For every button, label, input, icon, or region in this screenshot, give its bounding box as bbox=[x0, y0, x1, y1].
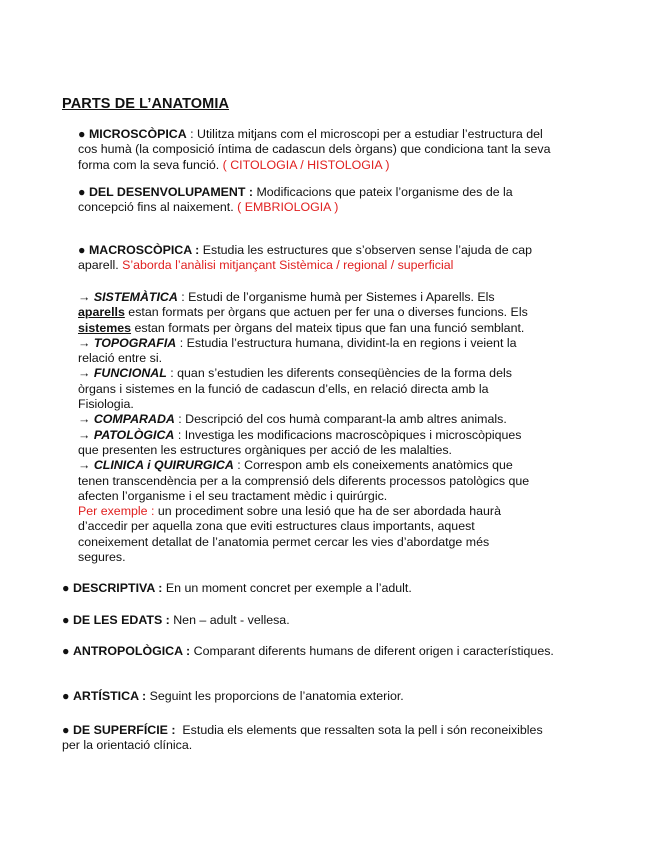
arrow-icon: → bbox=[78, 335, 91, 350]
text: Comparant diferents humans de diferent origen i característiques. bbox=[193, 644, 554, 658]
text: Modificacions que pateix l’organisme des de la bbox=[256, 185, 513, 199]
bullet-icon: ● bbox=[78, 185, 86, 199]
bullet-icon: ● bbox=[78, 243, 86, 257]
arrow-icon: → bbox=[78, 290, 91, 304]
text: relació entre si. bbox=[78, 351, 163, 366]
term-aparells: aparells bbox=[78, 305, 125, 320]
red-note: S’aborda l’anàlisi mitjançant Sistèmica / regional / superficial bbox=[122, 258, 454, 273]
section-macroscopica bbox=[78, 243, 532, 274]
text: : Estudia l’estructura humana, dividint-la en regions i veient la bbox=[179, 335, 517, 350]
text: segures. bbox=[78, 550, 126, 565]
heading-microscopica: MICROSCÒPICA bbox=[88, 127, 187, 141]
text: Seguint les proporcions de l’anatomia exterior. bbox=[149, 689, 404, 703]
heading-comparada: COMPARADA bbox=[93, 412, 175, 427]
section-desenvolupament bbox=[78, 185, 513, 216]
arrow-icon: → bbox=[78, 458, 91, 473]
text: : Descripció del cos humà comparant-la amb altres animals. bbox=[178, 412, 507, 427]
heading-descriptiva: DESCRIPTIVA : bbox=[72, 581, 163, 595]
section-superficie bbox=[62, 723, 543, 754]
subsections bbox=[78, 290, 529, 565]
section-edats bbox=[62, 613, 290, 628]
red-note: ( EMBRIOLOGIA ) bbox=[237, 200, 339, 215]
arrow-icon: → bbox=[78, 427, 91, 442]
bullet-icon: ● bbox=[78, 127, 86, 141]
heading-desenvolupament: DEL DESENVOLUPAMENT : bbox=[88, 185, 254, 199]
arrow-icon: → bbox=[78, 366, 91, 381]
term-sistemes: sistemes bbox=[78, 320, 132, 335]
text: : Correspon amb els coneixements anatòmics que bbox=[237, 458, 513, 473]
text: : quan s’estudien les diferents conseqüències de la forma dels bbox=[170, 366, 512, 381]
heading-sistematica: SISTEMÀTICA bbox=[93, 290, 178, 304]
text: : Investiga les modificacions macroscòpiques i microscòpiques bbox=[177, 427, 522, 442]
text: afecten l’organisme i el seu tractament mèdic i quirúrgic. bbox=[78, 488, 388, 503]
heading-patologica: PATOLÒGICA bbox=[93, 427, 175, 442]
heading-edats: DE LES EDATS : bbox=[72, 613, 170, 627]
bullet-icon: ● bbox=[62, 723, 70, 737]
bullet-icon: ● bbox=[62, 613, 70, 627]
text: per la orientació clínica. bbox=[62, 738, 193, 753]
text: estan formats per òrgans que actuen per fer una o diverses funcions. Els bbox=[128, 305, 528, 320]
heading-artistica: ARTÍSTICA : bbox=[72, 689, 147, 703]
text: estan formats per òrgans del mateix tipus que fan una funció semblant. bbox=[134, 320, 525, 335]
section-antropologica bbox=[62, 644, 554, 659]
text: Estudia les estructures que s’observen sense l’ajuda de cap bbox=[202, 243, 533, 257]
heading-topografia: TOPOGRAFIA bbox=[93, 335, 177, 350]
red-note: ( CITOLOGIA / HISTOLOGIA ) bbox=[222, 157, 390, 172]
page-title: PARTS DE L’ANATOMIA bbox=[62, 96, 230, 112]
heading-superficie: DE SUPERFÍCIE : bbox=[72, 723, 176, 737]
section-artistica bbox=[62, 689, 404, 704]
text: un procediment sobre una lesió que ha de ser abordada haurà bbox=[157, 504, 501, 519]
section-descriptiva bbox=[62, 581, 412, 596]
text: forma com la seva funció. bbox=[78, 157, 220, 172]
bullet-icon: ● bbox=[62, 581, 70, 595]
text: Estudia els elements que ressalten sota la pell i són reconeixibles bbox=[182, 723, 543, 737]
text: : Utilitza mitjans com el microscopi per a estudiar l’estructura del bbox=[190, 127, 543, 141]
text: Fisiologia. bbox=[78, 397, 134, 412]
text: d’accedir per aquella zona que eviti estructures claus importants, aquest bbox=[78, 519, 475, 534]
example-label: Per exemple : bbox=[78, 504, 155, 519]
text: cos humà (la composició íntima de cadascun dels òrgans) que condiciona tant la seva bbox=[78, 142, 551, 157]
heading-antropologica: ANTROPOLÒGICA : bbox=[72, 644, 191, 658]
heading-macroscopica: MACROSCÒPICA : bbox=[88, 243, 200, 257]
text: coneixement detallat de l’anatomia permet cercar les vies d’abordatge més bbox=[78, 534, 490, 549]
heading-clinica: CLINICA i QUIRURGICA bbox=[93, 458, 234, 473]
section-microscopica bbox=[78, 127, 550, 173]
text: aparell. bbox=[78, 258, 119, 273]
arrow-icon: → bbox=[78, 412, 91, 427]
text: : Estudi de l’organisme humà per Sistemes i Aparells. Els bbox=[181, 290, 495, 304]
bullet-icon: ● bbox=[62, 689, 70, 703]
text: En un moment concret per exemple a l’adult. bbox=[165, 581, 412, 595]
text: concepció fins al naixement. bbox=[78, 200, 234, 215]
text: que presenten les estructures orgàniques per acció de les malalties. bbox=[78, 442, 452, 457]
heading-funcional: FUNCIONAL bbox=[93, 366, 167, 381]
bullet-icon: ● bbox=[62, 644, 70, 658]
text: òrgans i sistemes en la funció de cadascun d’ells, en relació directa amb la bbox=[78, 381, 489, 396]
text: Nen – adult - vellesa. bbox=[173, 613, 290, 627]
text: tenen transcendència per a la comprensió dels diferents processos patològics que bbox=[78, 473, 530, 488]
